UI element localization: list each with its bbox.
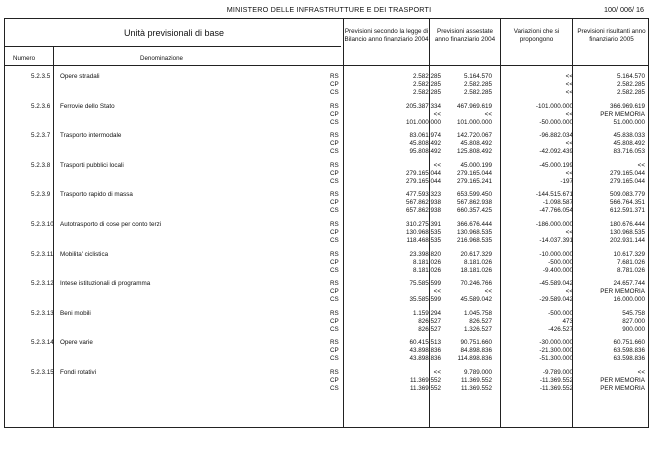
row-type: CP xyxy=(330,81,339,88)
header-col-risultanti: Previsioni risultanti anno finanziario 2005 xyxy=(577,28,646,43)
table-row xyxy=(5,229,650,237)
cell-value: 2.582.285 xyxy=(463,89,492,96)
cell-value: 101.000.000 xyxy=(405,118,441,126)
cell-value: -45.589.042 xyxy=(539,280,573,288)
header-divider xyxy=(5,65,648,66)
cell-value: 279.165.044 xyxy=(609,169,645,177)
cell-value: -47.766.054 xyxy=(539,207,573,215)
cell-value: 566.764.351 xyxy=(609,199,645,207)
cell-value: << xyxy=(565,140,573,148)
budget-unit xyxy=(5,162,650,188)
unit-name: Trasporto intermodale xyxy=(60,132,122,140)
row-type: RS xyxy=(330,280,339,288)
table-row xyxy=(5,259,650,267)
budget-unit xyxy=(5,191,650,217)
cell-value: 60.415.513 xyxy=(409,339,441,347)
cell-value: 51.000.000 xyxy=(613,118,645,126)
table-row xyxy=(5,280,650,288)
header-main: Unità previsionali di base xyxy=(123,28,225,38)
cell-value: 509.083.779 xyxy=(609,191,645,199)
unit-name: Beni mobili xyxy=(60,309,91,317)
table-row xyxy=(5,369,650,377)
unit-number: 5.2.3.8 xyxy=(31,161,51,169)
cell-value: 125.808.492 xyxy=(456,148,492,156)
budget-unit xyxy=(5,132,650,158)
cell-value: 279.165.044 xyxy=(456,169,492,177)
table-row xyxy=(5,81,650,89)
cell-value: 366.676.444 xyxy=(456,221,492,228)
unit-number: 5.2.3.9 xyxy=(31,191,51,199)
cell-value: 1.326.527 xyxy=(463,325,492,333)
row-type: CP xyxy=(330,169,339,177)
row-type: CS xyxy=(330,177,339,185)
table-row xyxy=(5,251,650,259)
cell-value: 1.159.294 xyxy=(412,309,441,317)
header-denominazione: Denominazione xyxy=(140,55,183,62)
table-row xyxy=(5,89,650,97)
table-row xyxy=(5,178,650,186)
cell-value: << xyxy=(484,288,492,296)
cell-value: -14.037.391 xyxy=(539,237,573,244)
row-type: RS xyxy=(330,339,339,347)
cell-value: -9.400.000 xyxy=(542,266,573,274)
cell-value: 95.808.492 xyxy=(409,148,441,156)
cell-value: -96.882.034 xyxy=(539,132,573,140)
row-type: CP xyxy=(330,347,339,355)
cell-value: 8.781.026 xyxy=(616,266,645,274)
cell-value: << xyxy=(637,161,645,169)
cell-value: -29.589.042 xyxy=(539,296,573,304)
budget-unit xyxy=(5,310,650,336)
cell-value: << xyxy=(565,81,573,88)
table-row xyxy=(5,237,650,245)
cell-value: << xyxy=(637,369,645,376)
cell-value: 130.968.535 xyxy=(405,229,441,236)
cell-value: -50.000.000 xyxy=(539,118,573,126)
row-type: CS xyxy=(330,207,339,215)
unit-name: Intese istituzionali di programma xyxy=(60,280,151,288)
table-row xyxy=(5,170,650,178)
cell-value: << xyxy=(565,229,573,236)
cell-value: 11.369.552 xyxy=(460,385,492,392)
cell-value: PER MEMORIA xyxy=(600,110,645,118)
cell-value: 45.000.199 xyxy=(460,161,492,169)
unit-name: Mobilita' ciclistica xyxy=(60,250,109,258)
cell-value: 660.357.425 xyxy=(456,207,492,215)
unit-name: Trasporto rapido di massa xyxy=(60,191,133,199)
unit-number: 5.2.3.12 xyxy=(31,280,54,288)
row-type: CP xyxy=(330,110,339,118)
cell-value: 279.165.241 xyxy=(456,177,492,185)
budget-table xyxy=(4,18,649,428)
cell-value: -10.000.000 xyxy=(539,250,573,258)
cell-value: PER MEMORIA xyxy=(600,385,645,392)
header-col-legge-bilancio: Previsioni secondo la legge di Bilancio anno finanziario 2004 xyxy=(344,28,429,43)
cell-value: -426.527 xyxy=(548,325,573,333)
row-type: RS xyxy=(330,369,339,376)
cell-value: 20.617.329 xyxy=(460,250,492,258)
cell-value: 24.657.744 xyxy=(613,280,645,288)
table-row xyxy=(5,385,650,393)
row-type: RS xyxy=(330,161,339,169)
row-type: CS xyxy=(330,325,339,333)
cell-value: 5.164.570 xyxy=(616,73,645,80)
table-row xyxy=(5,140,650,148)
cell-value: << xyxy=(565,288,573,296)
cell-value: 130.968.535 xyxy=(456,229,492,236)
header-numero: Numero xyxy=(13,55,36,62)
row-type: CP xyxy=(330,288,339,296)
cell-value: 45.808.492 xyxy=(613,140,645,148)
unit-number: 5.2.3.7 xyxy=(31,132,51,140)
cell-value: 63.598.836 xyxy=(613,347,645,355)
row-type: CP xyxy=(330,317,339,325)
cell-value: 118.468.535 xyxy=(406,237,441,244)
cell-value: 8.181.026 xyxy=(463,258,492,266)
cell-value: -500.000 xyxy=(548,258,573,266)
cell-value: 279.165.044 xyxy=(405,177,441,185)
cell-value: -1.098.587 xyxy=(542,199,573,207)
cell-value: 45.838.033 xyxy=(613,132,645,140)
row-type: CP xyxy=(330,199,339,207)
cell-value: 826.527 xyxy=(469,317,492,325)
table-row xyxy=(5,73,650,81)
cell-value: 35.585.599 xyxy=(409,296,441,304)
cell-value: 2.582.285 xyxy=(616,81,645,88)
cell-value: 2.582.285 xyxy=(412,89,441,96)
unit-number: 5.2.3.5 xyxy=(31,73,51,80)
cell-value: << xyxy=(433,161,441,169)
cell-value: << xyxy=(565,73,573,80)
cell-value: 70.246.766 xyxy=(460,280,492,288)
row-type: CS xyxy=(330,355,339,363)
cell-value: 477.593.323 xyxy=(405,191,441,199)
cell-value: 2.582.285 xyxy=(616,89,645,96)
cell-value: 310.275.391 xyxy=(405,221,441,228)
cell-value: << xyxy=(484,110,492,118)
cell-value: 216.968.535 xyxy=(456,237,492,244)
budget-unit xyxy=(5,280,650,306)
page-code: 100/ 006/ 16 xyxy=(604,5,644,14)
table-row xyxy=(5,347,650,355)
cell-value: 2.582.285 xyxy=(412,81,441,88)
cell-value: -144.515.671 xyxy=(535,191,573,199)
ministry-title: MINISTERO DELLE INFRASTRUTTURE E DEI TRASPORTI xyxy=(226,5,432,14)
cell-value: 43.898.836 xyxy=(409,355,441,363)
table-row xyxy=(5,288,650,296)
cell-value: -21.300.000 xyxy=(539,347,573,355)
unit-number: 5.2.3.13 xyxy=(31,309,54,317)
cell-value: 205.387.334 xyxy=(405,102,441,110)
cell-value: 8.181.026 xyxy=(412,266,441,274)
cell-value: PER MEMORIA xyxy=(600,377,645,384)
unit-name: Opere stradali xyxy=(60,73,100,80)
cell-value: -186.000.000 xyxy=(535,221,573,228)
row-divider xyxy=(5,46,341,47)
row-type: CP xyxy=(330,377,339,384)
table-row xyxy=(5,296,650,304)
budget-unit xyxy=(5,221,650,247)
cell-value: 366.969.619 xyxy=(609,102,645,110)
cell-value: << xyxy=(565,89,573,96)
cell-value: 657.862.938 xyxy=(405,207,441,215)
cell-value: 10.617.329 xyxy=(613,250,645,258)
cell-value: 279.165.044 xyxy=(405,169,441,177)
cell-value: 9.789.000 xyxy=(463,369,492,376)
cell-value: 7.681.026 xyxy=(616,258,645,266)
cell-value: 45.589.042 xyxy=(460,296,492,304)
budget-unit xyxy=(5,251,650,277)
unit-name: Autotrasporto di cose per conto terzi xyxy=(60,221,162,228)
cell-value: 567.862.938 xyxy=(456,199,492,207)
row-type: CP xyxy=(330,258,339,266)
cell-value: -11.369.552 xyxy=(539,377,573,384)
cell-value: 130.968.535 xyxy=(609,229,645,236)
table-row xyxy=(5,103,650,111)
row-type: CS xyxy=(330,89,339,96)
cell-value: 202.931.144 xyxy=(609,237,645,244)
unit-number: 5.2.3.10 xyxy=(31,221,54,228)
table-row xyxy=(5,267,650,275)
unit-name: Opere varie xyxy=(60,339,93,347)
cell-value: PER MEMORIA xyxy=(600,288,645,296)
row-type: CS xyxy=(330,118,339,126)
header-col-assestate: Previsioni assestate anno finanziario 2004 xyxy=(434,28,496,43)
row-type: RS xyxy=(330,309,339,317)
table-row xyxy=(5,377,650,385)
cell-value: 279.165.044 xyxy=(609,177,645,185)
cell-value: 75.585.599 xyxy=(409,280,441,288)
cell-value: 1.045.758 xyxy=(463,309,492,317)
unit-number: 5.2.3.15 xyxy=(31,369,54,376)
cell-value: 45.808.492 xyxy=(409,140,441,148)
cell-value: 900.000 xyxy=(622,325,645,333)
cell-value: 5.164.570 xyxy=(463,73,492,80)
cell-value: << xyxy=(433,369,441,376)
unit-name: Ferrovie dello Stato xyxy=(60,102,115,110)
unit-number: 5.2.3.6 xyxy=(31,102,51,110)
cell-value: 11.369.552 xyxy=(409,385,441,392)
row-type: RS xyxy=(330,221,339,228)
cell-value: 23.398.820 xyxy=(409,250,441,258)
budget-unit xyxy=(5,73,650,99)
table-row xyxy=(5,355,650,363)
cell-value: 142.720.067 xyxy=(456,132,492,140)
table-row xyxy=(5,132,650,140)
budget-unit xyxy=(5,103,650,129)
row-type: RS xyxy=(330,73,339,80)
cell-value: 18.181.026 xyxy=(460,266,492,274)
cell-value: 612.591.371 xyxy=(609,207,645,215)
cell-value: 43.898.836 xyxy=(409,347,441,355)
cell-value: 84.898.836 xyxy=(460,347,492,355)
header-col-variazioni: Variazioni che si propongono xyxy=(513,28,560,43)
cell-value: << xyxy=(565,110,573,118)
cell-value: 90.751.660 xyxy=(460,339,492,347)
budget-unit xyxy=(5,339,650,365)
table-row xyxy=(5,148,650,156)
cell-value: 826.527 xyxy=(418,317,441,325)
row-type: RS xyxy=(330,191,339,199)
table-row xyxy=(5,221,650,229)
cell-value: 2.582.285 xyxy=(412,73,441,80)
cell-value: 63.598.836 xyxy=(613,355,645,363)
cell-value: 180.676.444 xyxy=(609,221,645,228)
row-type: CS xyxy=(330,385,339,392)
table-row xyxy=(5,326,650,334)
table-row xyxy=(5,207,650,215)
cell-value: -500.000 xyxy=(548,309,573,317)
row-type: CS xyxy=(330,266,339,274)
cell-value: -9.789.000 xyxy=(542,369,573,376)
unit-name: Fondi rotativi xyxy=(60,369,97,376)
cell-value: -197 xyxy=(560,177,573,185)
budget-unit xyxy=(5,369,650,395)
cell-value: << xyxy=(433,110,441,118)
cell-value: << xyxy=(433,288,441,296)
row-type: CP xyxy=(330,140,339,148)
cell-value: 45.808.492 xyxy=(460,140,492,148)
cell-value: 826.527 xyxy=(418,325,441,333)
cell-value: 60.751.660 xyxy=(613,339,645,347)
table-row xyxy=(5,191,650,199)
table-row xyxy=(5,318,650,326)
row-type: RS xyxy=(330,250,339,258)
row-type: CP xyxy=(330,229,339,236)
row-type: CS xyxy=(330,296,339,304)
cell-value: -101.000.000 xyxy=(535,102,573,110)
cell-value: 827.000 xyxy=(622,317,645,325)
cell-value: 11.369.552 xyxy=(409,377,441,384)
cell-value: 83.716.053 xyxy=(613,148,645,156)
cell-value: 11.369.552 xyxy=(460,377,492,384)
row-type: CS xyxy=(330,237,339,244)
table-row xyxy=(5,162,650,170)
cell-value: 16.000.000 xyxy=(613,296,645,304)
cell-value: 567.862.938 xyxy=(405,199,441,207)
cell-value: 473 xyxy=(562,317,573,325)
cell-value: 653.599.450 xyxy=(456,191,492,199)
row-type: RS xyxy=(330,132,339,140)
cell-value: 114.898.836 xyxy=(457,355,492,363)
cell-value: -42.092.439 xyxy=(539,148,573,156)
unit-number: 5.2.3.14 xyxy=(31,339,54,347)
cell-value: 8.181.026 xyxy=(412,258,441,266)
cell-value: << xyxy=(565,169,573,177)
cell-value: -45.000.199 xyxy=(539,161,573,169)
cell-value: 2.582.285 xyxy=(463,81,492,88)
cell-value: 467.969.619 xyxy=(456,102,492,110)
cell-value: -11.369.552 xyxy=(539,385,573,392)
cell-value: 83.061.974 xyxy=(409,132,441,140)
cell-value: 101.000.000 xyxy=(456,118,492,126)
unit-name: Trasporti pubblici locali xyxy=(60,161,124,169)
cell-value: -30.000.000 xyxy=(539,339,573,347)
table-row xyxy=(5,310,650,318)
cell-value: -51.300.000 xyxy=(539,355,573,363)
table-row xyxy=(5,339,650,347)
cell-value: 545.758 xyxy=(622,309,645,317)
row-type: RS xyxy=(330,102,339,110)
unit-number: 5.2.3.11 xyxy=(31,250,54,258)
table-row xyxy=(5,199,650,207)
table-row xyxy=(5,111,650,119)
row-type: CS xyxy=(330,148,339,156)
table-row xyxy=(5,119,650,127)
